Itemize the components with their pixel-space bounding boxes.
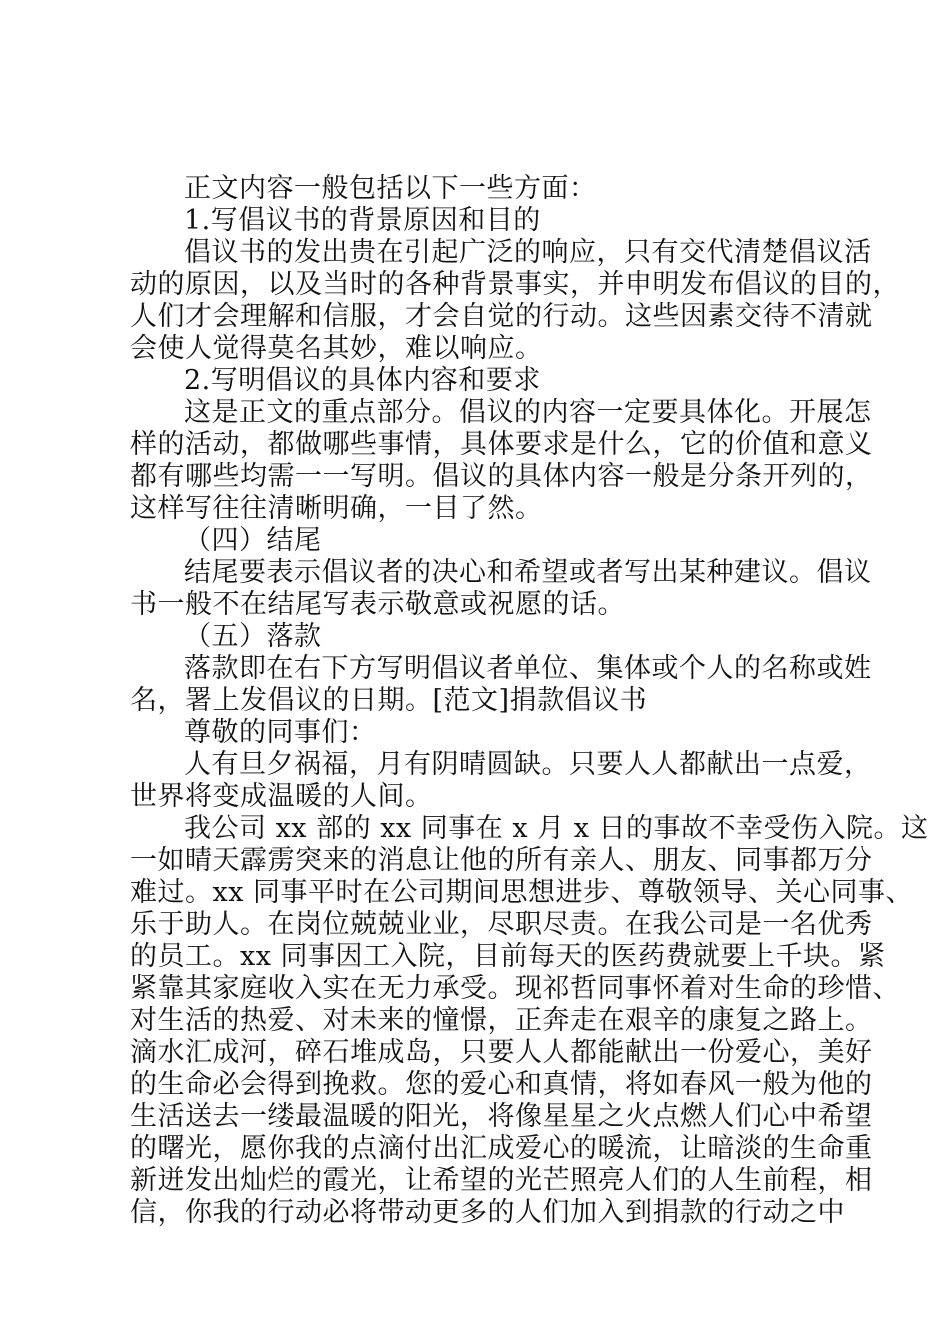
text-line: 信，你我的行动必将带动更多的人们加入到捐款的行动之中 [130,1197,845,1228]
text-line: 紧靠其家庭收入实在无力承受。现祁哲同事怀着对生命的珍惜、 [130,973,900,1004]
text-line: 落款即在右下方写明倡议者单位、集体或个人的名称或姓 [184,653,872,684]
text-line: 生活送去一缕最温暖的阳光，将像星星之火点燃人们心中希望 [130,1101,873,1132]
text-line: 1.写倡议书的背景原因和目的 [184,205,541,236]
text-line: 难过。xx 同事平时在公司期间思想进步、尊敬领导、关心同事、 [130,877,914,908]
text-line: 这是正文的重点部分。倡议的内容一定要具体化。开展怎 [184,397,872,428]
text-line: （四）结尾 [184,525,322,556]
text-line: 新迸发出灿烂的霞光，让希望的光芒照亮人们的人生前程，相 [130,1165,873,1196]
text-line: 的曙光，愿你我的点滴付出汇成爱心的暖流，让暗淡的生命重 [130,1133,873,1164]
text-line: 尊敬的同事们： [184,717,377,748]
text-line: 世界将变成温暖的人间。 [130,781,433,812]
text-line: （五）落款 [184,621,322,652]
text-line: 的生命必会得到挽救。您的爱心和真情，将如春风一般为他的 [130,1069,873,1100]
text-line: 这样写往往清晰明确，一目了然。 [130,493,543,524]
text-line: 动的原因，以及当时的各种背景事实，并申明发布倡议的目的， [130,269,900,300]
text-line: 会使人觉得莫名其妙，难以响应。 [130,333,543,364]
text-line: 人们才会理解和信服，才会自觉的行动。这些因素交待不清就 [130,301,873,332]
text-line: 书一般不在结尾写表示敬意或祝愿的话。 [130,589,625,620]
text-line: 结尾要表示倡议者的决心和希望或者写出某种建议。倡议 [184,557,872,588]
text-line: 我公司 xx 部的 xx 同事在 x 月 x 日的事故不幸受伤入院。这 [184,813,929,844]
text-line: 对生活的热爱、对未来的憧憬，正奔走在艰辛的康复之路上。 [130,1005,873,1036]
text-line: 样的活动，都做哪些事情，具体要求是什么，它的价值和意义 [130,429,873,460]
text-line: 滴水汇成河，碎石堆成岛，只要人人都能献出一份爱心，美好 [130,1037,873,1068]
text-line: 乐于助人。在岗位兢兢业业，尽职尽责。在我公司是一名优秀 [130,909,873,940]
text-line: 名，署上发倡议的日期。[范文]捐款倡议书 [130,685,648,716]
text-line: 2.写明倡议的具体内容和要求 [184,365,541,396]
document-body [130,173,929,1229]
text-line: 正文内容一般包括以下一些方面： [184,173,597,204]
text-line: 倡议书的发出贵在引起广泛的响应，只有交代清楚倡议活 [184,237,872,268]
text-line: 都有哪些均需一一写明。倡议的具体内容一般是分条开列的， [130,461,873,492]
text-line: 的员工。xx 同事因工入院，目前每天的医药费就要上千块。紧 [130,941,886,972]
text-line: 人有旦夕祸福，月有阴晴圆缺。只要人人都献出一点爱， [184,749,872,780]
text-line: 一如晴天霹雳突来的消息让他的所有亲人、朋友、同事都万分 [130,845,873,876]
